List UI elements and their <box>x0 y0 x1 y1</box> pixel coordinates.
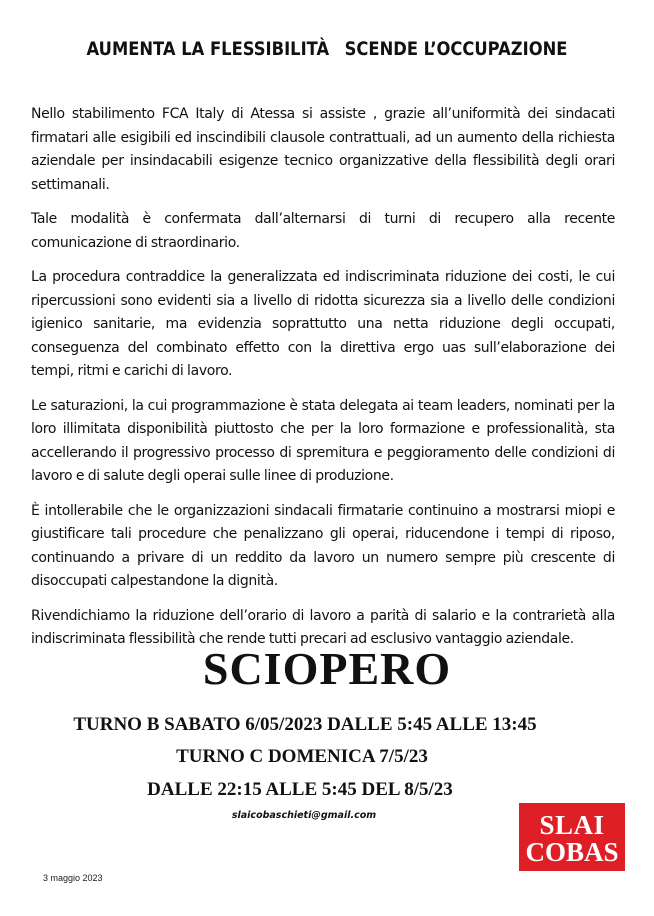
document-date: 3 maggio 2023 <box>43 873 103 883</box>
logo-line-slai: SLAI <box>539 810 605 840</box>
title-part-flessibilita: AUMENTA LA FLESSIBILITÀ <box>86 38 330 60</box>
shift-c-line: TURNO C DOMENICA 7/5/23 <box>176 746 428 767</box>
paragraph-rivendichiamo: Rivendichiamo la riduzione dell’orario di lavoro a parità di salario e la contrarietà alla indiscriminata flessibilità che rende tutti precari ad esclusivo vantaggio aziendale. <box>31 607 615 647</box>
contact-email[interactable]: slaicobaschieti@gmail.com <box>231 810 377 821</box>
paragraph-intollerabile: È intollerabile che le organizzazioni sindacali firmatarie continuino a mostrarsi miopi e giustificare tali procedure che penalizzano gli operai, riducendone i tempi di riposo, continuando a privare di un reddito da lavoro un numero sempre più crescente di disoccupati calpestandone la dignità. <box>31 502 615 589</box>
shift-b-line: TURNO B SABATO 6/05/2023 DALLE 5:45 ALLE 13:45 <box>73 714 537 735</box>
paragraph-intro: Nello stabilimento FCA Italy di Atessa si assiste , grazie all’uniformità dei sindacati firmatari alle esigibili ed inscindibili clausole contrattuali, ad un aumento della richiesta aziendale per insindacabili esigenze tecnico organizzative della flessibilità degli orari settimanali. <box>31 106 615 193</box>
document-title <box>46 38 608 60</box>
paragraph-saturazioni: Le saturazioni, la cui programmazione è stata delegata ai team leaders, nominati per la loro illimitata disponibilità piuttosto che per la loro formazione e professionalità, sta accellerando il progressivo processo di spremitura e peggioramento delle condizioni di lavoro e di salute degli operai sulle linee di produzione. <box>31 397 615 484</box>
strike-heading: SCIOPERO <box>202 643 452 694</box>
title-part-occupazione: SCENDE L’OCCUPAZIONE <box>344 38 568 60</box>
logo-line-cobas: COBAS <box>525 837 619 867</box>
paragraph-modalita: Tale modalità è confermata dall’alternarsi di turni di recupero alla recente comunicazione di straordinario. <box>31 211 615 251</box>
body-text <box>31 103 615 663</box>
slai-cobas-logo <box>519 803 625 871</box>
paragraph-procedura: La procedura contraddice la generalizzata ed indiscriminata riduzione dei costi, le cui ripercussioni sono evidenti sia a livello di ridotta sicurezza sia a livello delle condizioni igienico sanitarie, ma evidenzia soprattutto una netta riduzione degli occupati, conseguenza del combinato effetto con la direttiva ergo uas sull’elaborazione dei tempi, ritmi e carichi di lavoro. <box>31 269 615 379</box>
shift-c-hours-line: DALLE 22:15 ALLE 5:45 DEL 8/5/23 <box>147 779 453 800</box>
